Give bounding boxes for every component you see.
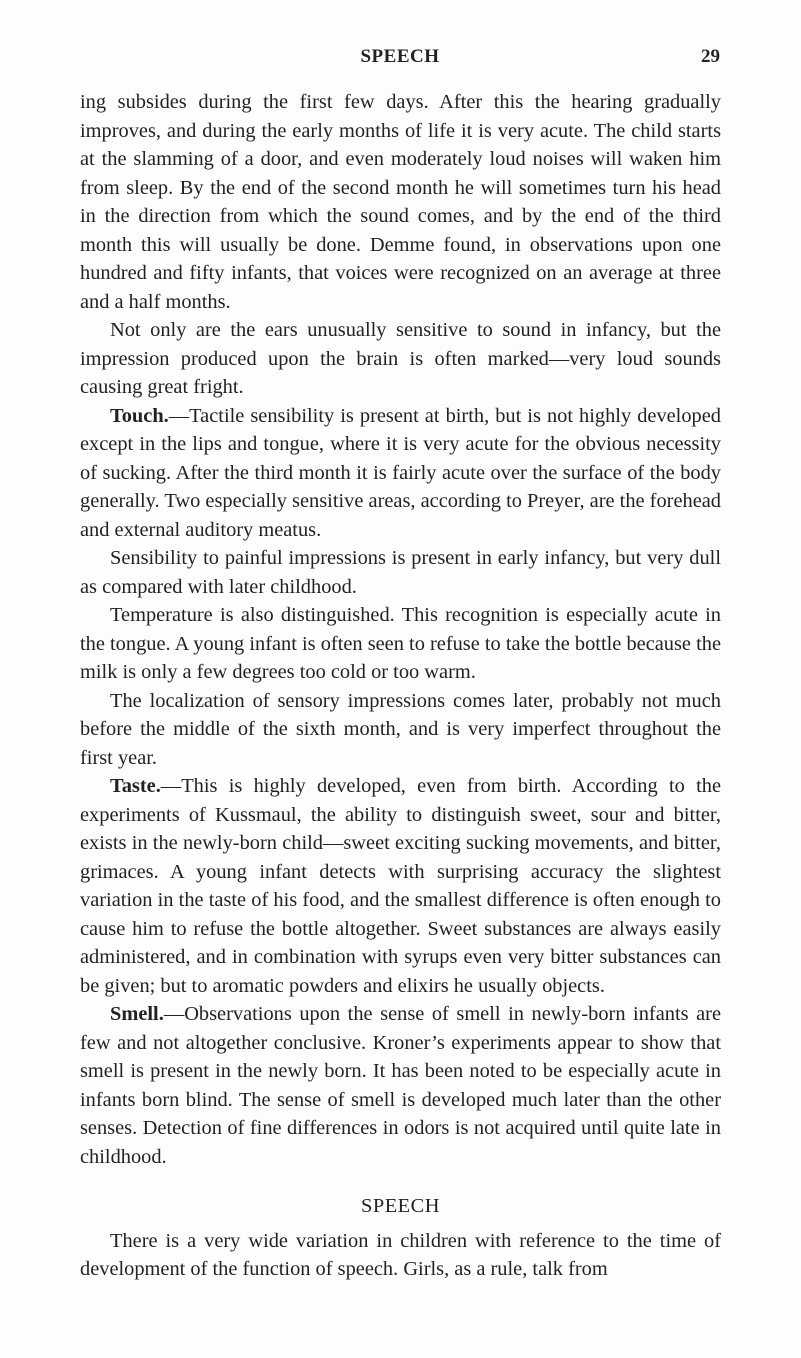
paragraph-smell — [80, 1000, 721, 1171]
paragraph-text: —Tactile sensibility is present at birth, but is not highly developed except in the lips and tongue, where it is very acute for the obvious necessity of sucking. After the third month it is fairly acute over the surface of the body generally. Two especially sensitive areas, according to Preyer, are the forehead and external auditory meatus. — [80, 404, 721, 541]
paragraph-text: Temperature is also distinguished. This recognition is especially acute in the tongue. A young infant is often seen to refuse to take the bottle because the milk is only a few degrees too cold or too warm. — [80, 604, 721, 683]
run-in-heading-taste: Taste. — [110, 775, 161, 797]
section-heading-speech: SPEECH — [361, 1195, 440, 1217]
paragraph-speech-intro — [80, 1227, 721, 1284]
paragraph-text: Sensibility to painful impressions is present in early infancy, but very dull as compared with later childhood. — [80, 547, 721, 598]
paragraph-touch — [80, 402, 721, 545]
running-title: SPEECH — [360, 46, 440, 67]
paragraph-localization — [80, 687, 721, 773]
run-in-heading-smell: Smell. — [110, 1003, 164, 1025]
paragraph-ears-sensitivity — [80, 316, 721, 402]
paragraph-text: The localization of sensory impressions comes later, probably not much before the middle of the sixth month, and is very imperfect throughout the first year. — [80, 689, 721, 769]
body-text — [80, 88, 721, 1284]
paragraph-text: There is a very wide variation in children with reference to the time of development of the function of speech. Girls, as a rule, talk from — [80, 1229, 721, 1280]
paragraph-text: Not only are the ears unusually sensitive to sound in infancy, but the impression produced upon the brain is often marked—very loud sounds causing great fright. — [80, 319, 721, 398]
paragraph-text: ing subsides during the first few days. After this the hearing gradually improves, and during the early months of life it is very acute. The child starts at the slamming of a door, and even moderately loud noises will waken him from sleep. By the end of the second month he will sometimes turn his head in the direction from which the sound comes, and by the end of the third month this will usually be done. Demme found, in observations upon one hundred and fifty infants, that voices were recognized on an average at three and a half months. — [80, 91, 721, 313]
paragraph-hearing-continued — [80, 88, 721, 316]
paragraph-text: —Observations upon the sense of smell in newly-born infants are few and not altogether conclusive. Kroner’s experiments appear to show that smell is present in the newly born. It has been noted to be especially acute in infants born blind. The sense of smell is developed much later than the other senses. Detection of fine differences in odors is not acquired until quite late in childhood. — [80, 1003, 721, 1168]
page-number: 29 — [701, 46, 720, 67]
paragraph-pain-sensibility — [80, 544, 721, 601]
paragraph-temperature — [80, 601, 721, 687]
paragraph-text: —This is highly developed, even from birth. According to the experiments of Kussmaul, the ability to distinguish sweet, sour and bitter, exists in the newly-born child—sweet exciting sucking movements, and bitter, grimaces. A young infant detects with surprising accuracy the slightest variation in the taste of his food, and the smallest difference is often enough to cause him to refuse the bottle altogether. Sweet substances are always easily administered, and in combination with syrups even very bitter substances can be given; but to aromatic powders and elixirs he usually objects. — [80, 775, 721, 997]
running-head — [80, 46, 720, 74]
paragraph-taste — [80, 772, 721, 1000]
run-in-heading-touch: Touch. — [110, 404, 169, 427]
